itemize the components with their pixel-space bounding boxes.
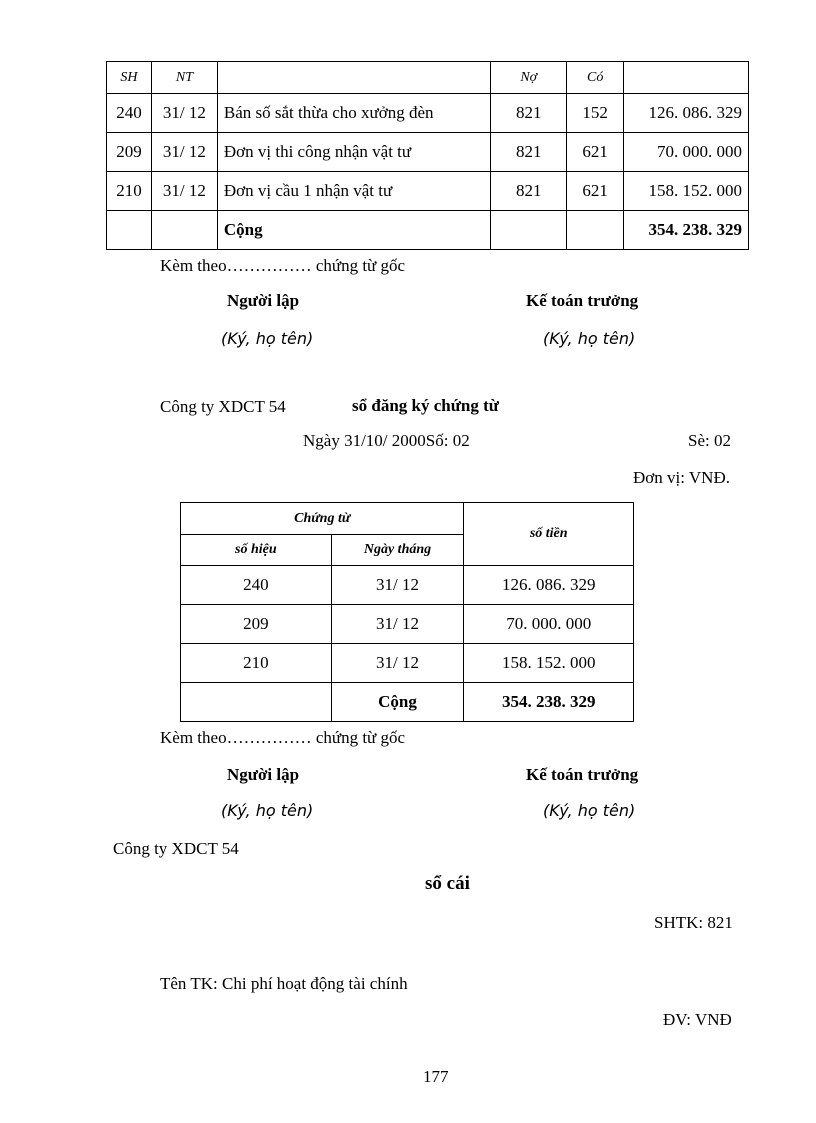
cell-co: 621 bbox=[567, 133, 624, 172]
table-row bbox=[181, 644, 634, 683]
col-co: Có bbox=[567, 62, 624, 94]
table-row bbox=[181, 605, 634, 644]
cell-so-hieu: 209 bbox=[181, 605, 332, 644]
date-line: Ngày 31/10/ 2000Số: 02 bbox=[303, 431, 470, 450]
header-so-tien: số tiền bbox=[464, 503, 634, 566]
total-row bbox=[181, 683, 634, 722]
cell-description: Đơn vị thi công nhận vật tư bbox=[217, 133, 490, 172]
total-row bbox=[107, 211, 749, 250]
table-row bbox=[107, 94, 749, 133]
company-name: Công ty XDCT 54 bbox=[113, 839, 239, 858]
preparer-sign-note: (Ký, họ tên) bbox=[221, 801, 314, 820]
total-label: Cộng bbox=[217, 211, 490, 250]
header-so-hieu: số hiệu bbox=[181, 535, 332, 566]
cell-sh: 240 bbox=[107, 94, 152, 133]
currency-unit: Đơn vị: VNĐ. bbox=[633, 468, 730, 487]
cell-no: 821 bbox=[491, 94, 567, 133]
chief-sign-note: (Ký, họ tên) bbox=[543, 329, 636, 348]
col-amount bbox=[624, 62, 749, 94]
account-name: Tên TK: Chi phí hoạt động tài chính bbox=[160, 974, 408, 993]
total-label: Cộng bbox=[331, 683, 464, 722]
cell-nt: 31/ 12 bbox=[151, 133, 217, 172]
preparer-sign-note: (Ký, họ tên) bbox=[221, 329, 314, 348]
col-sh: SH bbox=[107, 62, 152, 94]
cell-description: Đơn vị cầu 1 nhận vật tư bbox=[217, 172, 490, 211]
register-title: sổ đăng ký chứng từ bbox=[352, 396, 499, 415]
cell-sh: 210 bbox=[107, 172, 152, 211]
col-description bbox=[217, 62, 490, 94]
cell-no: 821 bbox=[491, 172, 567, 211]
cell-ngay-thang: 31/ 12 bbox=[331, 566, 464, 605]
cell-so-tien: 70. 000. 000 bbox=[464, 605, 634, 644]
header-ngay-thang: Ngày tháng bbox=[331, 535, 464, 566]
cell-so-hieu: 210 bbox=[181, 644, 332, 683]
cell-so-hieu: 240 bbox=[181, 566, 332, 605]
cell-ngay-thang: 31/ 12 bbox=[331, 644, 464, 683]
table-row bbox=[181, 566, 634, 605]
register-table bbox=[180, 502, 634, 722]
table-row bbox=[107, 172, 749, 211]
header-chung-tu: Chứng từ bbox=[181, 503, 464, 535]
cell-no: 821 bbox=[491, 133, 567, 172]
table-row bbox=[107, 133, 749, 172]
cell-amount: 158. 152. 000 bbox=[624, 172, 749, 211]
preparer-label: Người lập bbox=[227, 291, 300, 310]
chief-accountant-label: Kế toán trưởng bbox=[526, 765, 639, 784]
cell-ngay-thang: 31/ 12 bbox=[331, 605, 464, 644]
cell-so-tien: 126. 086. 329 bbox=[464, 566, 634, 605]
total-value: 354. 238. 329 bbox=[624, 211, 749, 250]
ledger-title: sổ cái bbox=[425, 873, 470, 894]
chief-sign-note: (Ký, họ tên) bbox=[543, 801, 636, 820]
col-no: Nợ bbox=[491, 62, 567, 94]
cell-amount: 70. 000. 000 bbox=[624, 133, 749, 172]
cell-nt: 31/ 12 bbox=[151, 172, 217, 211]
cell-co: 152 bbox=[567, 94, 624, 133]
page-number: 177 bbox=[423, 1067, 449, 1086]
cell-amount: 126. 086. 329 bbox=[624, 94, 749, 133]
chief-accountant-label: Kế toán trưởng bbox=[526, 291, 639, 310]
preparer-label: Người lập bbox=[227, 765, 300, 784]
cell-co: 621 bbox=[567, 172, 624, 211]
account-code: SHTK: 821 bbox=[654, 913, 733, 932]
cell-nt: 31/ 12 bbox=[151, 94, 217, 133]
company-name: Công ty XDCT 54 bbox=[160, 397, 286, 416]
cell-description: Bán số sắt thừa cho xưởng đèn bbox=[217, 94, 490, 133]
se-number: Sè: 02 bbox=[688, 431, 731, 450]
attached-documents-note: Kèm theo…………… chứng từ gốc bbox=[160, 728, 406, 747]
cell-sh: 209 bbox=[107, 133, 152, 172]
currency-unit: ĐV: VNĐ bbox=[663, 1010, 732, 1029]
total-value: 354. 238. 329 bbox=[464, 683, 634, 722]
table-header-row bbox=[107, 62, 749, 94]
cell-so-tien: 158. 152. 000 bbox=[464, 644, 634, 683]
entry-table bbox=[106, 61, 749, 250]
attached-documents-note: Kèm theo…………… chứng từ gốc bbox=[160, 256, 406, 275]
col-nt: NT bbox=[151, 62, 217, 94]
